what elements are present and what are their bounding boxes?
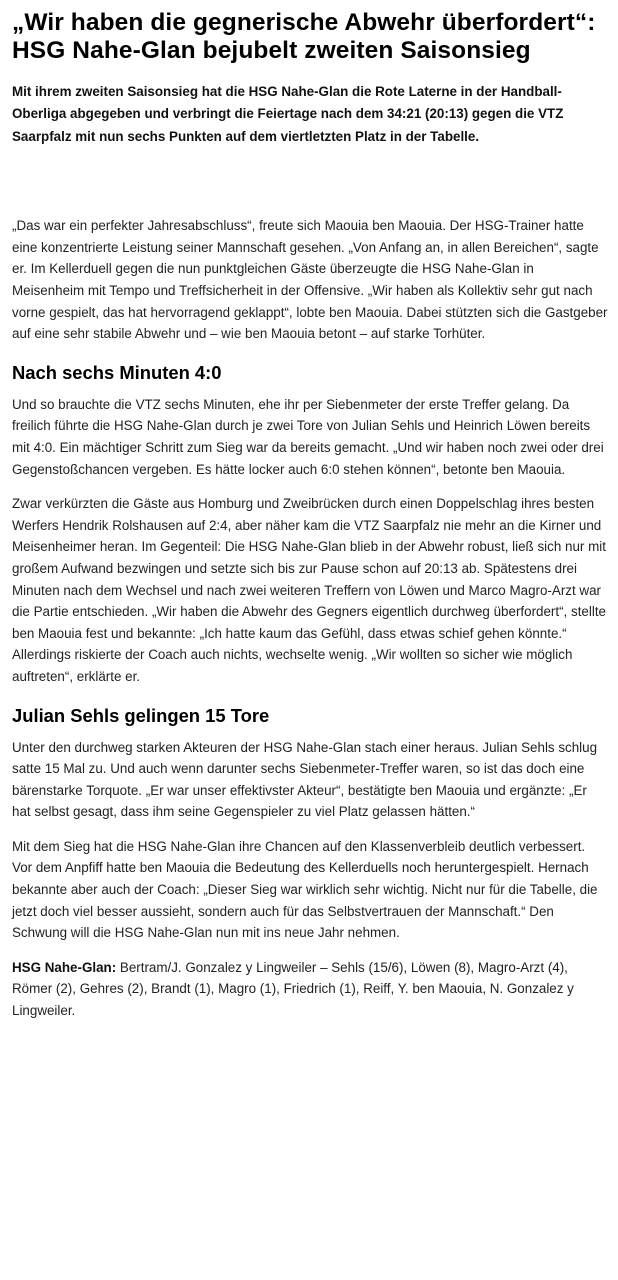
lineup-label: HSG Nahe-Glan: [12, 959, 117, 975]
article-paragraph-3: Zwar verkürzten die Gäste aus Homburg und Zweibrücken durch einen Doppelschlag ihres besten Werfers Hendrik Rolshausen auf 2:4, aber näher kam die VTZ Saarpfalz nie mehr an die Kirner und Meisenheimer heran. Im Gegenteil: Die HSG Nahe-Glan blieb in der Abwehr robust, ließ sich nur mit großem Aufwand bezwingen und setzte sich bis zur Pause schon auf 20:13 ab. Spätestens drei Minuten nach dem Wechsel und nach zwei weiteren Treffern von Löwen und Marco Magro-Arzt war die Partie entschieden. „Wir haben die Abwehr des Gegners eigentlich durchweg überfordert“, stellte ben Maouia fest und bekannte: „Ich hatte kaum das Gefühl, dass etwas schief gehen könnte.“ Allerdings riskierte der Coach auch nichts, wechselte wenig. „Wir wollten so sicher wie möglich auftreten“, erklärte er. [12, 496, 606, 684]
article [12, 0, 608, 1022]
article-paragraph-5: Mit dem Sieg hat die HSG Nahe-Glan ihre Chancen auf den Klassenverbleib deutlich verbessert. Vor dem Anpfiff hatte ben Maouia die Bedeutung des Kellerduells noch heruntergespielt. Hernach bekannte aber auch der Coach: „Dieser Sieg war wirklich sehr wichtig. Nicht nur für die Tabelle, die jetzt doch viel besser aussieht, sondern auch für das Selbstvertrauen der Mannschaft.“ Den Schwung will die HSG Nahe-Glan nun mit ins neue Jahr nehmen. [12, 838, 598, 941]
article-lead: Mit ihrem zweiten Saisonsieg hat die HSG Nahe-Glan die Rote Laterne in der Handball-Oberliga abgegeben und verbringt die Feiertage nach dem 34:21 (20:13) gegen die VTZ Saarpfalz mit nun sechs Punkten auf dem viertletzten Platz in der Tabelle. [12, 84, 564, 144]
article-paragraph-4: Unter den durchweg starken Akteuren der HSG Nahe-Glan stach einer heraus. Julian Sehls schlug satte 15 Mal zu. Und auch wenn darunter sechs Siebenmeter-Treffer waren, so ist das doch eine bärenstarke Torquote. „Er war unser effektivster Akteur“, bestätigte ben Maouia und ergänzte: „Er hat selbst gesagt, dass ihm seine Gegenspieler zu viel Platz gelassen hätten.“ [12, 739, 598, 820]
article-headline: „Wir haben die gegnerische Abwehr überfordert“: HSG Nahe-Glan bejubelt zweiten Saisonsieg [12, 9, 596, 64]
article-paragraph-1: „Das war ein perfekter Jahresabschluss“, freute sich Maouia ben Maouia. Der HSG-Trainer hatte eine konzentrierte Leistung seiner Mannschaft gesehen. „Von Anfang an, in allen Bereichen“, sagte er. Im Kellerduell gegen die nun punktgleichen Gäste überzeugte die HSG Nahe-Glan in Meisenheim mit Tempo und Treffsicherheit in der Offensive. „Wir haben als Kollektiv sehr gut nach vorne gespielt, das hat hervorragend geklappt“, lobte ben Maouia. Dabei stützten sich die Gastgeber auf eine sehr stabile Abwehr und – wie ben Maouia betont – auf starke Torhüter. [12, 218, 608, 342]
lineup [12, 957, 608, 1022]
lineup-players: Bertram/J. Gonzalez y Lingweiler – Sehls (15/6), Löwen (8), Magro-Arzt (4), Römer (2), Gehres (2), Brandt (1), Magro (1), Friedrich (1), Reiff, Y. ben Maouia, N. Gonzalez y Lingweiler. [12, 959, 574, 1019]
subheading-1: Nach sechs Minuten 4:0 [12, 361, 222, 383]
subheading-2: Julian Sehls gelingen 15 Tore [12, 704, 270, 726]
article-paragraph-2: Und so brauchte die VTZ sechs Minuten, ehe ihr per Siebenmeter der erste Treffer gelang. Da freilich führte die HSG Nahe-Glan durch je zwei Tore von Julian Sehls und Heinrich Löwen bereits mit 4:0. Ein mächtiger Schritt zum Sieg war da bereits gemacht. „Und wir haben noch zwei oder drei Gegenstoßchancen vergeben. Es hätte locker auch 6:0 stehen können“, betonte ben Maouia. [12, 396, 604, 477]
